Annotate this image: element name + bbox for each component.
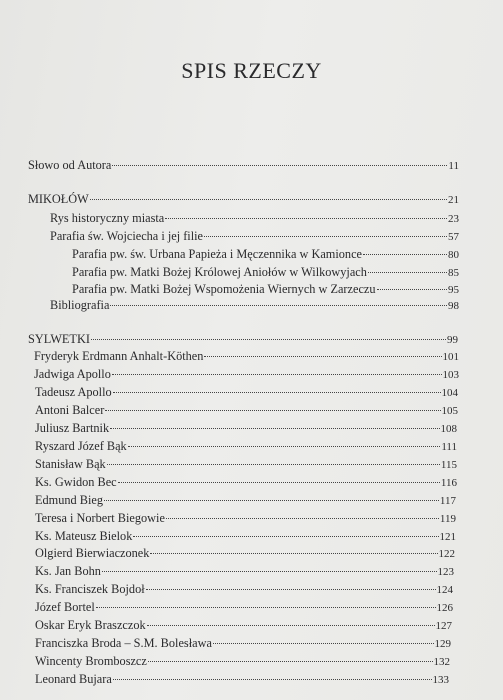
toc-entry-person: Antoni Balcer 105: [35, 403, 458, 417]
page-title: SPIS RZECZY: [181, 58, 322, 83]
toc-entry-person: Teresa i Norbert Biegowie 119: [35, 511, 456, 525]
toc-entry-person: Ks. Jan Bohn 123: [35, 564, 454, 578]
toc-entry-person: Ryszard Józef Bąk 111: [35, 439, 457, 453]
toc-entry-person: Edmund Bieg 117: [35, 493, 456, 507]
toc-entry-person: Ks. Franciszek Bojdoł 124: [35, 582, 453, 596]
toc-entry-person: Wincenty Bromboszcz 132: [35, 654, 450, 668]
toc-entry-person: Franciszka Broda – S.M. Bolesława 129: [35, 636, 451, 650]
toc-entry-person: Oskar Eryk Braszczok 127: [35, 618, 452, 632]
toc-entry-person: Olgierd Bierwiaczonek 122: [35, 546, 455, 560]
toc-entry-foreword: Słowo od Autora 11: [28, 158, 459, 172]
toc-entry-person: Ks. Mateusz Bielok 121: [35, 529, 456, 543]
toc-entry-parish-kamionka: Parafia pw. św. Urbana Papieża i Męczennika w Kamionce 80: [72, 247, 459, 261]
toc-entry-person: Tadeusz Apollo 104: [35, 385, 458, 399]
toc-entry-person: Leonard Bujara 133: [35, 672, 449, 686]
toc-entry-parish-wilkowyje: Parafia pw. Matki Bożej Królowej Aniołów w Wilkowyjach 85: [72, 265, 459, 279]
toc-entry-person: Stanisław Bąk 115: [35, 457, 457, 471]
toc-entry-person: Juliusz Bartnik 108: [35, 421, 457, 435]
toc-entry-person: Ks. Gwidon Bec 116: [35, 475, 457, 489]
toc-entry-person: Jadwiga Apollo 103: [34, 367, 459, 381]
toc-entry-history: Rys historyczny miasta 23: [50, 211, 459, 225]
toc-entry-parish-zarzecze: Parafia pw. Matki Bożej Wspomożenia Wiernych w Zarzeczu 95: [72, 282, 459, 296]
toc-entry-mikolow: MIKOŁÓW 21: [28, 192, 459, 206]
toc-entry-person: Józef Bortel 126: [35, 600, 453, 614]
toc-entry-parish-wojciech: Parafia św. Wojciecha i jej filie 57: [50, 229, 459, 243]
toc-entry-person: Fryderyk Erdmann Anhalt-Köthen 101: [34, 349, 459, 363]
toc-entry-sylwetki: SYLWETKI 99: [28, 332, 458, 346]
toc-entry-bibliography: Bibliografia 98: [50, 298, 459, 312]
